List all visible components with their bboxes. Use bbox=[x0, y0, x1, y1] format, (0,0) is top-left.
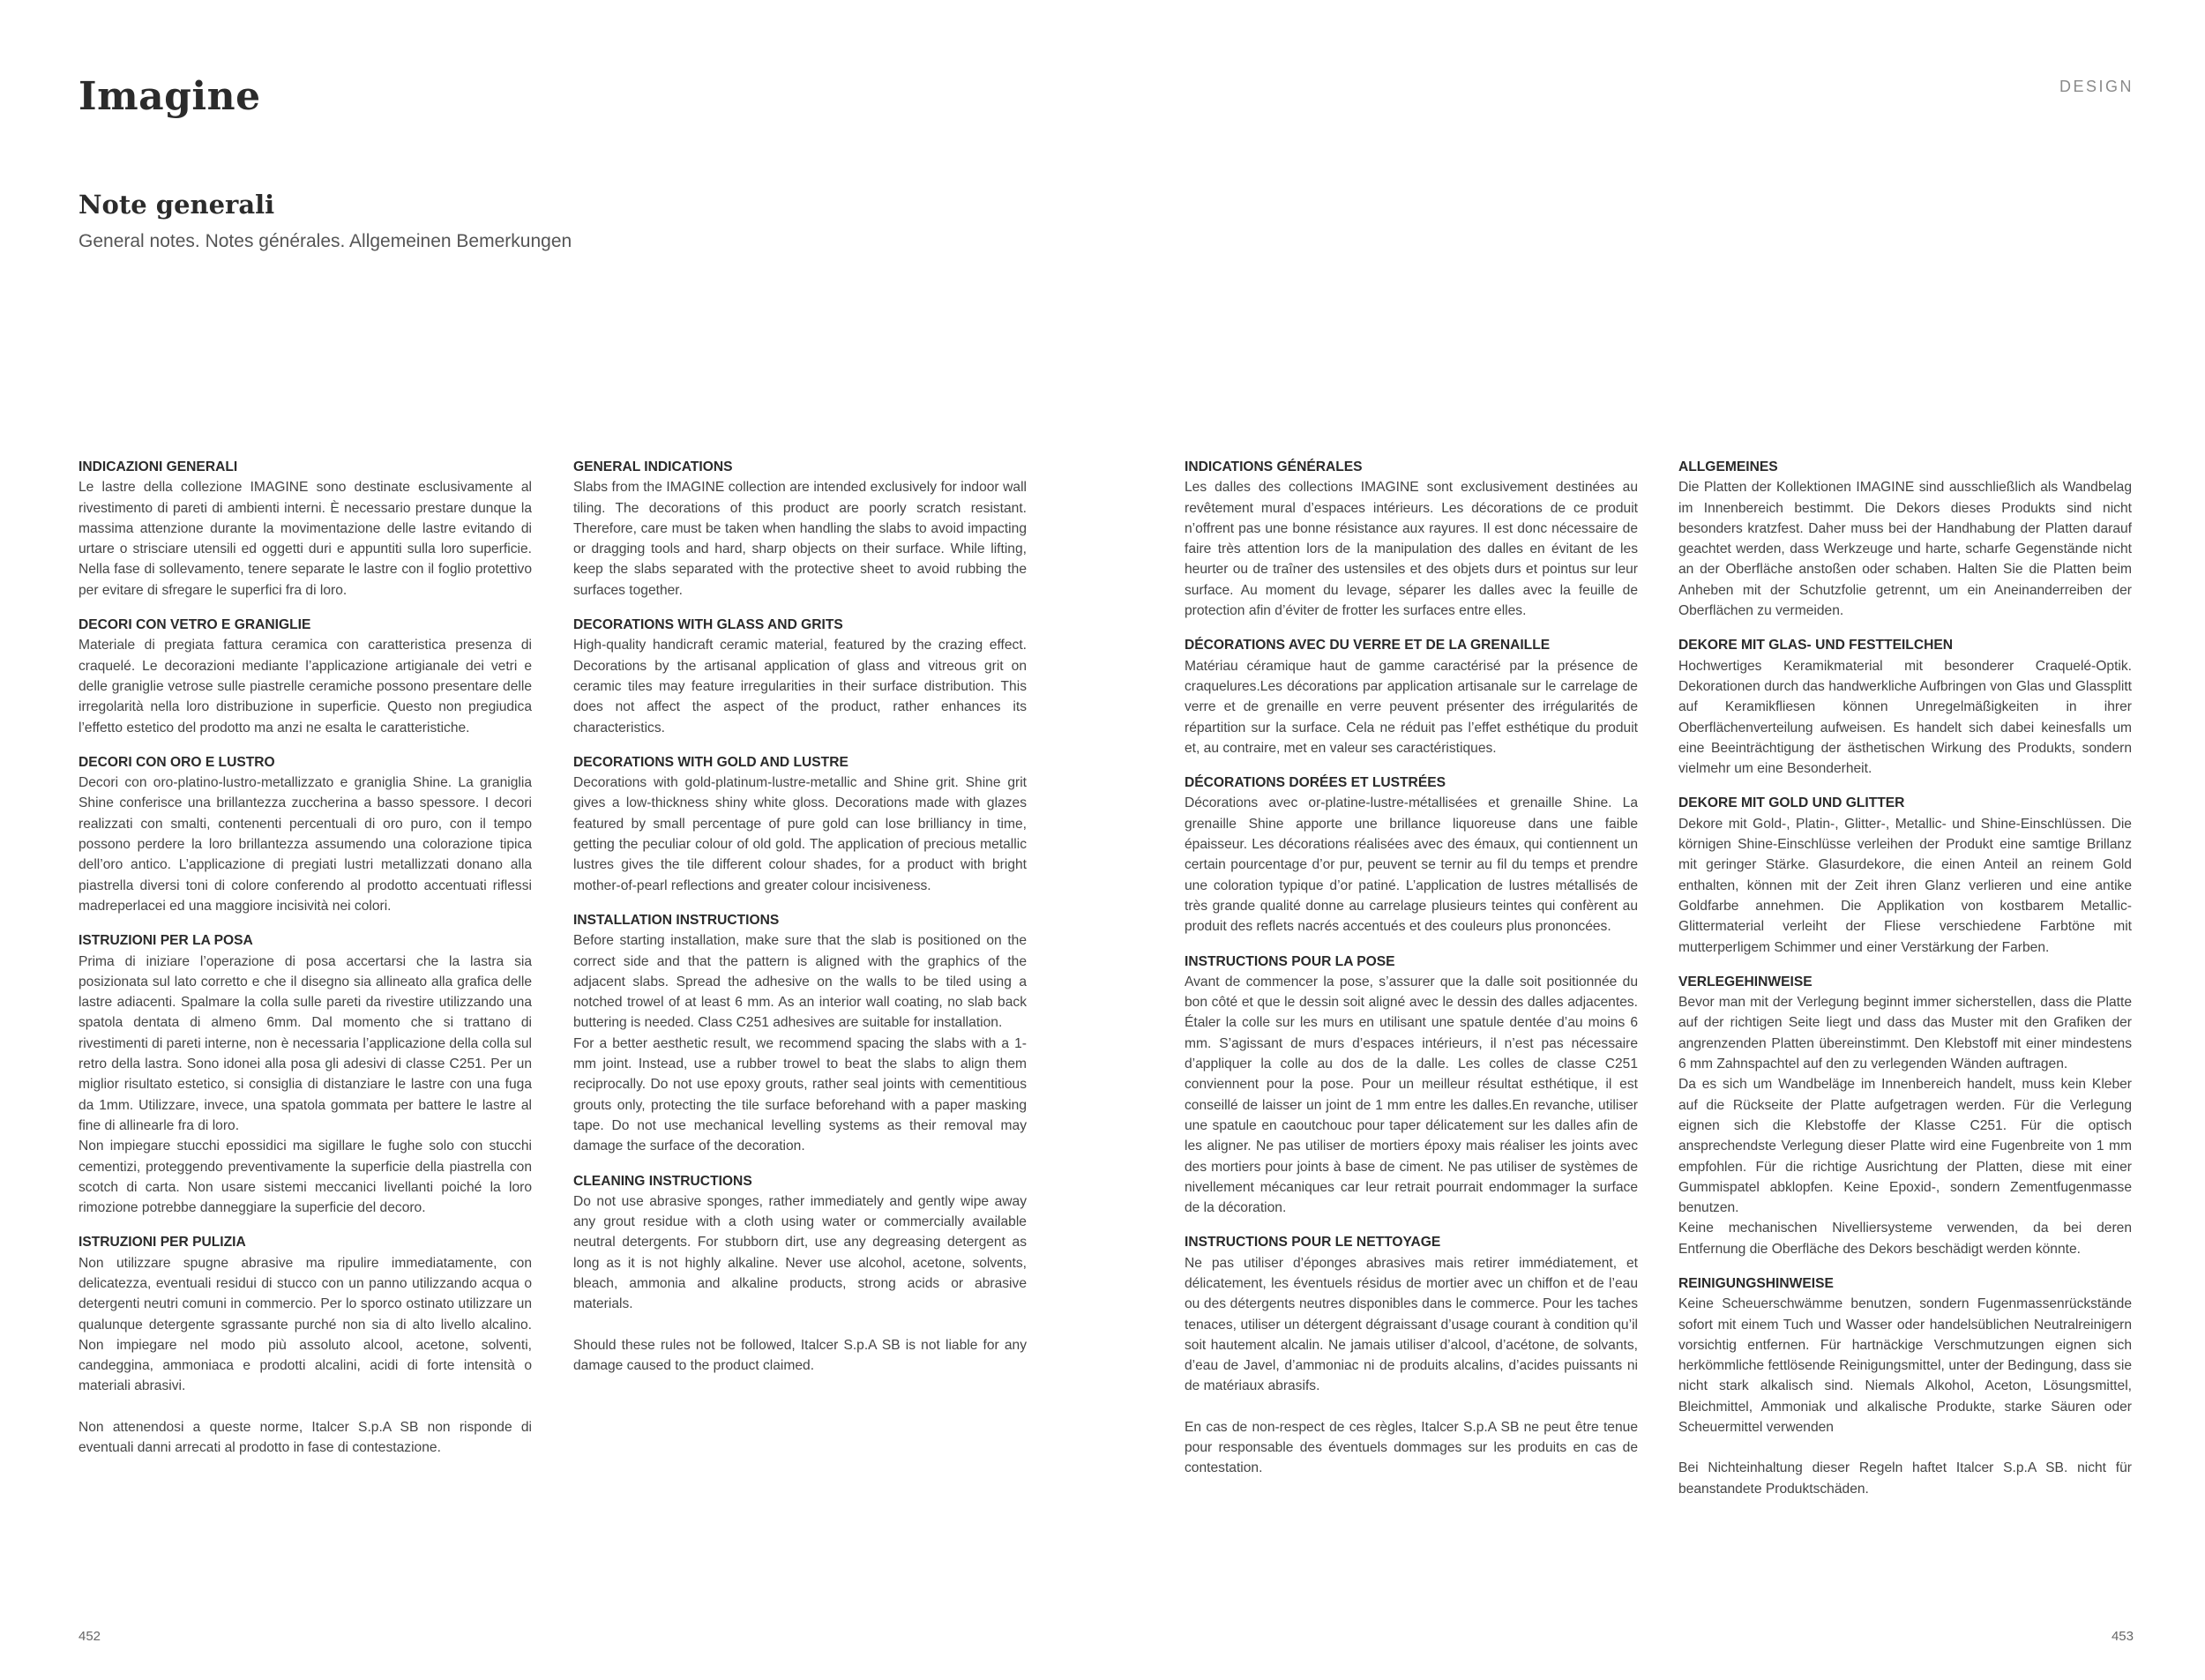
note-section bbox=[1678, 1273, 2132, 1437]
section-body bbox=[1185, 656, 1638, 758]
note-section bbox=[1185, 773, 1638, 937]
section-body bbox=[78, 635, 532, 737]
liability-note: Should these rules not be followed, Italcer S.p.A SB is not liable for any damage caused to the product claimed. bbox=[573, 1337, 1027, 1373]
section-heading: INDICAZIONI GENERALI bbox=[78, 459, 238, 474]
section-body bbox=[78, 477, 532, 601]
section-body bbox=[573, 477, 1027, 601]
section-paragraph: Matériau céramique haut de gamme caractérisé par la présence de craquelures.Les décorations par application artisanale sur le carrelage de verre et de grenaille en verre peuvent présenter des irrégularités de répartition sur la surface. Cela ne réduit pas l’effet esthétique du produit et, au contraire, met en valeur ses caractéristiques. bbox=[1185, 658, 1638, 756]
section-paragraph: Avant de commencer la pose, s’assurer que la dalle soit positionnée du bon côté et que le dessin soit aligné avec le dessin des dalles adjacentes. Étaler la colle sur les murs en utilisant une spatule dentée d’au moins 6 mm. S’agissant de murs d’espaces intérieurs, il n’est pas nécessaire d’appliquer la colle au dos de la dalle. Les colles de classe C251 conviennent pour la pose. Pour un meilleur résultat esthétique, il est conseillé de laisser un joint de 1 mm entre les dalles.En revanche, utiliser une spatule en caoutchouc pour taper délicatement sur les dalles afin de les aligner. Ne pas utiliser de mortiers époxy mais réaliser les joints avec des mortiers pour joints à base de ciment. Ne pas utiliser de systèmes de nivellement mécaniques car leur retrait pourrait endommager la surface de la décoration. bbox=[1185, 974, 1638, 1216]
page-heading: Note generali bbox=[78, 190, 275, 220]
section-body bbox=[1185, 1253, 1638, 1397]
note-section bbox=[78, 457, 532, 601]
note-section bbox=[573, 615, 1027, 738]
section-heading: ALLGEMEINES bbox=[1678, 459, 1778, 474]
languages-subtitle: General notes. Notes générales. Allgemeinen Bemerkungen bbox=[78, 231, 572, 251]
note-section bbox=[78, 752, 532, 916]
catalog-title: Imagine bbox=[78, 74, 261, 119]
section-heading: INDICATIONS GÉNÉRALES bbox=[1185, 459, 1363, 474]
section-paragraph: High-quality handicraft ceramic material, featured by the crazing effect. Decorations by the artisanal application of glass and vitreous grit on ceramic tiles may feature irregularities in their surface distribution. This does not affect the aspect of the product, rather enhances its characteristics. bbox=[573, 638, 1027, 735]
section-paragraph: Da es sich um Wandbeläge im Innenbereich handelt, muss kein Kleber auf die Rückseite der Platte aufgetragen werden. Für die Verlegung eignen sich die Klebstoffe der Klasse C251. Für die optisch ansprechendste Verlegung dieser Platte wird eine Fugenbreite von 1 mm empfohlen. Für die richtige Ausrichtung der Platten, diese mit einer Gummispatel abklopfen. Keine Epoxid-, sondern Zementfugenmasse benutzen. bbox=[1678, 1077, 2132, 1216]
section-paragraph: Decori con oro-platino-lustro-metallizzato e graniglia Shine. La graniglia Shine conferisce una brillantezza zuccherina a basso spessore. I decori realizzati con smalti, contenenti percentuali di oro puro, con il tempo possono perdere la loro brillantezza assumendo una colorazione tipica dell’oro antico. L’applicazione di pregiati lustri metallizzati donano alla piastrella diversi toni di colore conferendo al prodotto accentuati riflessi madreperlacei ed una maggiore incisività nei colori. bbox=[78, 775, 532, 914]
note-section bbox=[573, 1171, 1027, 1315]
section-heading: DECORI CON VETRO E GRANIGLIE bbox=[78, 617, 311, 633]
section-paragraph: Decorations with gold-platinum-lustre-metallic and Shine grit. Shine grit gives a low-thickness shiny white gloss. Decorations made with glazes featured by small percentage of pure gold can lose brilliancy in time, getting the peculiar colour of old gold. The application of precious metallic lustres gives the tile different colour shades, for a product with bright mother-of-pearl reflections and greater colour incisiveness. bbox=[573, 775, 1027, 893]
section-heading: DEKORE MIT GLAS- UND FESTTEILCHEN bbox=[1678, 638, 1954, 653]
column-german bbox=[1678, 457, 2132, 1499]
section-heading: REINIGUNGSHINWEISE bbox=[1678, 1275, 1834, 1291]
section-heading: VERLEGEHINWEISE bbox=[1678, 974, 1813, 989]
section-paragraph: Prima di iniziare l’operazione di posa accertarsi che la lastra sia posizionata sul lato corretto e che il disegno sia allineato alla grafica delle lastre adiacenti. Spalmare la colla sulle pareti da rivestire utilizzando una spatola dentata di almeno 6mm. Dal momento che si trattano di rivestimenti di pareti interne, non è necessaria l’applicazione della colla sul retro della lastra. Sono idonei alla posa gli adesivi di classe C251. Per un miglior risultato estetico, si consiglia di distanziare le lastre con una fuga da 1mm. Utilizzare, invece, una spatola gommata per battere le lastre al fine di allinearle fra di loro. bbox=[78, 953, 533, 1133]
section-body bbox=[573, 1191, 1027, 1315]
section-body bbox=[1185, 477, 1638, 621]
section-paragraph: Dekore mit Gold-, Platin-, Glitter-, Metallic- und Shine-Einschlüssen. Die körnigen Shine-Einschlüsse verleihen der Produkt eine samtige Brillanz mit geringer Stärke. Glasurdekore, die einen Anteil an reinem Gold enthalten, können mit der Zeit ihren Glanz verlieren und eine antike Goldfarbe annehmen. Die Applikation von kostbarem Metallic-Glittermaterial verleiht der Fliese verschiedene Farbtöne mit mutterperligem Schimmer und einer Verstärkung der Farben. bbox=[1678, 816, 2132, 955]
section-heading: DECORI CON ORO E LUSTRO bbox=[78, 754, 275, 770]
section-paragraph: Die Platten der Kollektionen IMAGINE sind ausschließlich als Wandbelag im Innenbereich bestimmt. Die Dekors dieses Produkts sind nicht besonders kratzfest. Daher muss bei der Handhabung der Platten darauf geachtet werden, dass Werkzeuge und harte, scharfe Gegenstände nicht an der Oberfläche anstoßen oder schaben. Halten Sie die Platten beim Anheben mit der Schutzfolie getrennt, um ein Aneinanderreiben der Oberflächen zu vermeiden. bbox=[1678, 480, 2132, 619]
section-paragraph: Non impiegare stucchi epossidici ma sigillare le fughe solo con stucchi cementizi, proteggendo preventivamente la superficie della piastrella con scotch di carta. Non usare sistemi meccanici livellanti poiché la loro rimozione potrebbe danneggiare la superficie del decoro. bbox=[78, 1139, 532, 1216]
section-paragraph: Hochwertiges Keramikmaterial mit besonderer Craquelé-Optik. Dekorationen durch das handwerkliche Aufbringen von Glas und Glassplitt auf Keramikfliesen können Unregelmäßigkeiten in ihrer Oberflächenverteilung aufweisen. Es handelt sich dabei keinesfalls um eine Beeinträchtigung der ästhetischen Wirkung des Produkts, sondern vielmehr um eine Besonderheit. bbox=[1678, 658, 2132, 777]
section-paragraph: Bevor man mit der Verlegung beginnt immer sicherstellen, dass die Platte auf der richtigen Seite liegt und dass das Muster mit den Grafiken der angrenzenden Platten übereinstimmt. Den Klebstoff mit einer mindestens 6 mm Zahnspachtel auf den zu verlegenden Wänden auftragen. bbox=[1678, 995, 2132, 1072]
note-section bbox=[573, 910, 1027, 1157]
note-section bbox=[1678, 972, 2132, 1259]
liability-note: Non attenendosi a queste norme, Italcer S.p.A SB non risponde di eventuali danni arrecati al prodotto in fase di contestazione. bbox=[78, 1419, 532, 1456]
section-body bbox=[1678, 477, 2132, 621]
column-english bbox=[573, 457, 1027, 1376]
page-number-left: 452 bbox=[78, 1629, 101, 1644]
section-body bbox=[1678, 656, 2132, 780]
section-heading: GENERAL INDICATIONS bbox=[573, 459, 733, 474]
section-paragraph: Décorations avec or-platine-lustre-métallisées et grenaille Shine. La grenaille Shine apporte une brillance liquoreuse dans une faible épaisseur. Les décorations réalisées avec des émaux, qui contiennent un certain pourcentage d’or pur, peuvent se ternir au fil du temps et prendre une coloration typique d’or patiné. L’application de lustres métallisés de très grande qualité donne au carrelage plusieurs teintes qui confèrent au produit des reflets nacrés accentués et des couleurs plus prononcées. bbox=[1185, 795, 1638, 935]
note-section bbox=[1185, 457, 1638, 621]
section-body bbox=[1678, 1294, 2132, 1437]
note-section bbox=[78, 930, 532, 1218]
section-paragraph: Non utilizzare spugne abrasive ma ripulire immediatamente, con delicatezza, eventuali residui di stucco con un panno utilizzando acqua o detergenti neutri comuni in commercio. Per lo sporco ostinato utilizzare un qualunque detergente sgrassante purché non sia di alto livello alcalino. Non impiegare nel modo più assoluto alcool, acetone, solventi, candeggina, ammoniaca e prodotti alcalini, acidi di forte intensità o materiali abrasivi. bbox=[78, 1255, 532, 1394]
page-number-right: 453 bbox=[2111, 1629, 2134, 1644]
section-paragraph: Before starting installation, make sure that the slab is positioned on the correct side and that the pattern is aligned with the graphics of the adjacent slabs. Spread the adhesive on the walls to be tiled using a notched trowel of at least 6 mm. As an interior wall coating, no slab back buttering is needed. Class C251 adhesives are suitable for installation. bbox=[573, 933, 1027, 1031]
section-body bbox=[1678, 992, 2132, 1259]
section-body bbox=[78, 952, 532, 1219]
section-heading: INSTRUCTIONS POUR LE NETTOYAGE bbox=[1185, 1235, 1441, 1251]
section-paragraph: Keine mechanischen Nivelliersysteme verwenden, da bei deren Entfernung die Oberfläche des Dekors beschädigt werden könnte. bbox=[1678, 1221, 2132, 1257]
section-paragraph: Ne pas utiliser d’éponges abrasives mais retirer immédiatement, et délicatement, les éventuels résidus de mortier avec un chiffon et de l’eau ou des détergents neutres disponibles dans le commerce. Pour les taches tenaces, utiliser un détergent dégraissant d’usage courant à condition qu’il soit hautement alcalin. Ne jamais utiliser d’alcool, d’acétone, de solvants, d’eau de Javel, d’ammoniac ni de produits alcalins, d’acides puissants ni de matériaux abrasifs. bbox=[1185, 1255, 1638, 1394]
section-paragraph: Slabs from the IMAGINE collection are intended exclusively for indoor wall tiling. The decorations of this product are poorly scratch resistant. Therefore, care must be taken when handling the slabs to avoid impacting or dragging tools and hard, sharp objects on their surface. While lifting, keep the slabs separated with the protective sheet to avoid rubbing the surfaces together. bbox=[573, 480, 1027, 598]
note-section bbox=[573, 457, 1027, 601]
column-italian bbox=[78, 457, 532, 1458]
section-heading: ISTRUZIONI PER PULIZIA bbox=[78, 1235, 246, 1251]
section-label: DESIGN bbox=[2059, 78, 2134, 95]
liability-note: Bei Nichteinhaltung dieser Regeln haftet Italcer S.p.A SB. nicht für beanstandete Produktschäden. bbox=[1678, 1460, 2132, 1497]
section-heading: DEKORE MIT GOLD UND GLITTER bbox=[1678, 795, 1905, 811]
note-section bbox=[1185, 635, 1638, 758]
section-heading: DECORATIONS WITH GOLD AND LUSTRE bbox=[573, 754, 848, 770]
section-heading: ISTRUZIONI PER LA POSA bbox=[78, 933, 253, 949]
note-section bbox=[1678, 793, 2132, 957]
section-body bbox=[573, 635, 1027, 737]
section-body bbox=[573, 773, 1027, 896]
section-body bbox=[1185, 793, 1638, 937]
liability-note: En cas de non-respect de ces règles, Italcer S.p.A SB ne peut être tenue pour responsable des éventuels dommages sur les produits en cas de contestation. bbox=[1185, 1419, 1638, 1476]
note-section bbox=[78, 1232, 532, 1396]
section-heading: DÉCORATIONS AVEC DU VERRE ET DE LA GRENAILLE bbox=[1185, 638, 1551, 653]
note-section bbox=[573, 752, 1027, 896]
section-body bbox=[1678, 814, 2132, 958]
note-section bbox=[78, 615, 532, 738]
section-body bbox=[78, 773, 532, 916]
section-heading: INSTALLATION INSTRUCTIONS bbox=[573, 912, 780, 928]
note-section bbox=[1678, 457, 2132, 621]
section-body bbox=[78, 1253, 532, 1397]
section-heading: INSTRUCTIONS POUR LA POSE bbox=[1185, 953, 1395, 969]
column-french bbox=[1185, 457, 1638, 1479]
section-body bbox=[1185, 972, 1638, 1219]
note-section bbox=[1185, 952, 1638, 1219]
section-heading: DECORATIONS WITH GLASS AND GRITS bbox=[573, 617, 843, 633]
section-heading: CLEANING INSTRUCTIONS bbox=[573, 1173, 752, 1189]
section-paragraph: For a better aesthetic result, we recommend spacing the slabs with a 1-mm joint. Instead, use a rubber trowel to beat the slabs to align them reciprocally. Do not use epoxy grouts, rather seal joints with cementitious grouts only, protecting the tile surface beforehand with a paper masking tape. Do not use mechanical levelling systems as their removal may damage the surface of the decoration. bbox=[573, 1035, 1027, 1154]
note-section bbox=[1678, 635, 2132, 779]
section-body bbox=[573, 930, 1027, 1156]
section-heading: DÉCORATIONS DORÉES ET LUSTRÉES bbox=[1185, 775, 1446, 791]
section-paragraph: Les dalles des collections IMAGINE sont exclusivement destinées au revêtement mural d’espaces intérieurs. Les décorations de ce produit n’offrent pas une bonne résistance aux rayures. Il est donc nécessaire de faire très attention lors de la manipulation des dalles en évitant de les heurter ou de traîner des ustensiles et des objets durs et pointus sur leur surface. Au moment du levage, séparer les dalles avec la feuille de protection afin d’éviter de frotter les surfaces entre elles. bbox=[1185, 480, 1638, 619]
note-section bbox=[1185, 1232, 1638, 1396]
section-paragraph: Keine Scheuerschwämme benutzen, sondern Fugenmassenrückstände sofort mit einem Tuch und Wasser oder handelsüblichen Neutralreinigern vorsichtig entfernen. Für hartnäckige Verschmutzungen eignen sich herkömmliche fettlösende Reinigungsmittel, unter der Bedingung, dass sie nicht stark alkalisch sind. Niemals Alkohol, Aceton, Lösungsmittel, Bleichmittel, Ammoniak und alkalische Produkte, starke Säuren oder Scheuermittel verwenden bbox=[1678, 1296, 2132, 1436]
section-paragraph: Do not use abrasive sponges, rather immediately and gently wipe away any grout residue with a cloth using water or commercially available neutral detergents. For stubborn dirt, use any degreasing detergent as long as it is not highly alkaline. Never use alcohol, acetone, solvents, bleach, ammonia and alkaline products, strong acids or abrasive materials. bbox=[573, 1193, 1027, 1312]
section-paragraph: Materiale di pregiata fattura ceramica con caratteristica presenza di craquelé. Le decorazioni mediante l’applicazione artigianale dei vetri e delle graniglie vetrose sulle piastrelle ceramiche possono presentare delle irregolarità nella loro distribuzione in superficie. Questo non pregiudica l’effetto estetico del prodotto ma anzi ne esalta le caratteristiche. bbox=[78, 638, 532, 735]
section-paragraph: Le lastre della collezione IMAGINE sono destinate esclusivamente al rivestimento di pareti di ambienti interni. È necessario prestare dunque la massima attenzione durante la movimentazione delle lastre evitando di urtare o strisciare utensili ed oggetti duri e appuntiti sulla loro superficie. Nella fase di sollevamento, tenere separate le lastre con il foglio protettivo per evitare di sfregare le superfici fra di loro. bbox=[78, 480, 532, 598]
